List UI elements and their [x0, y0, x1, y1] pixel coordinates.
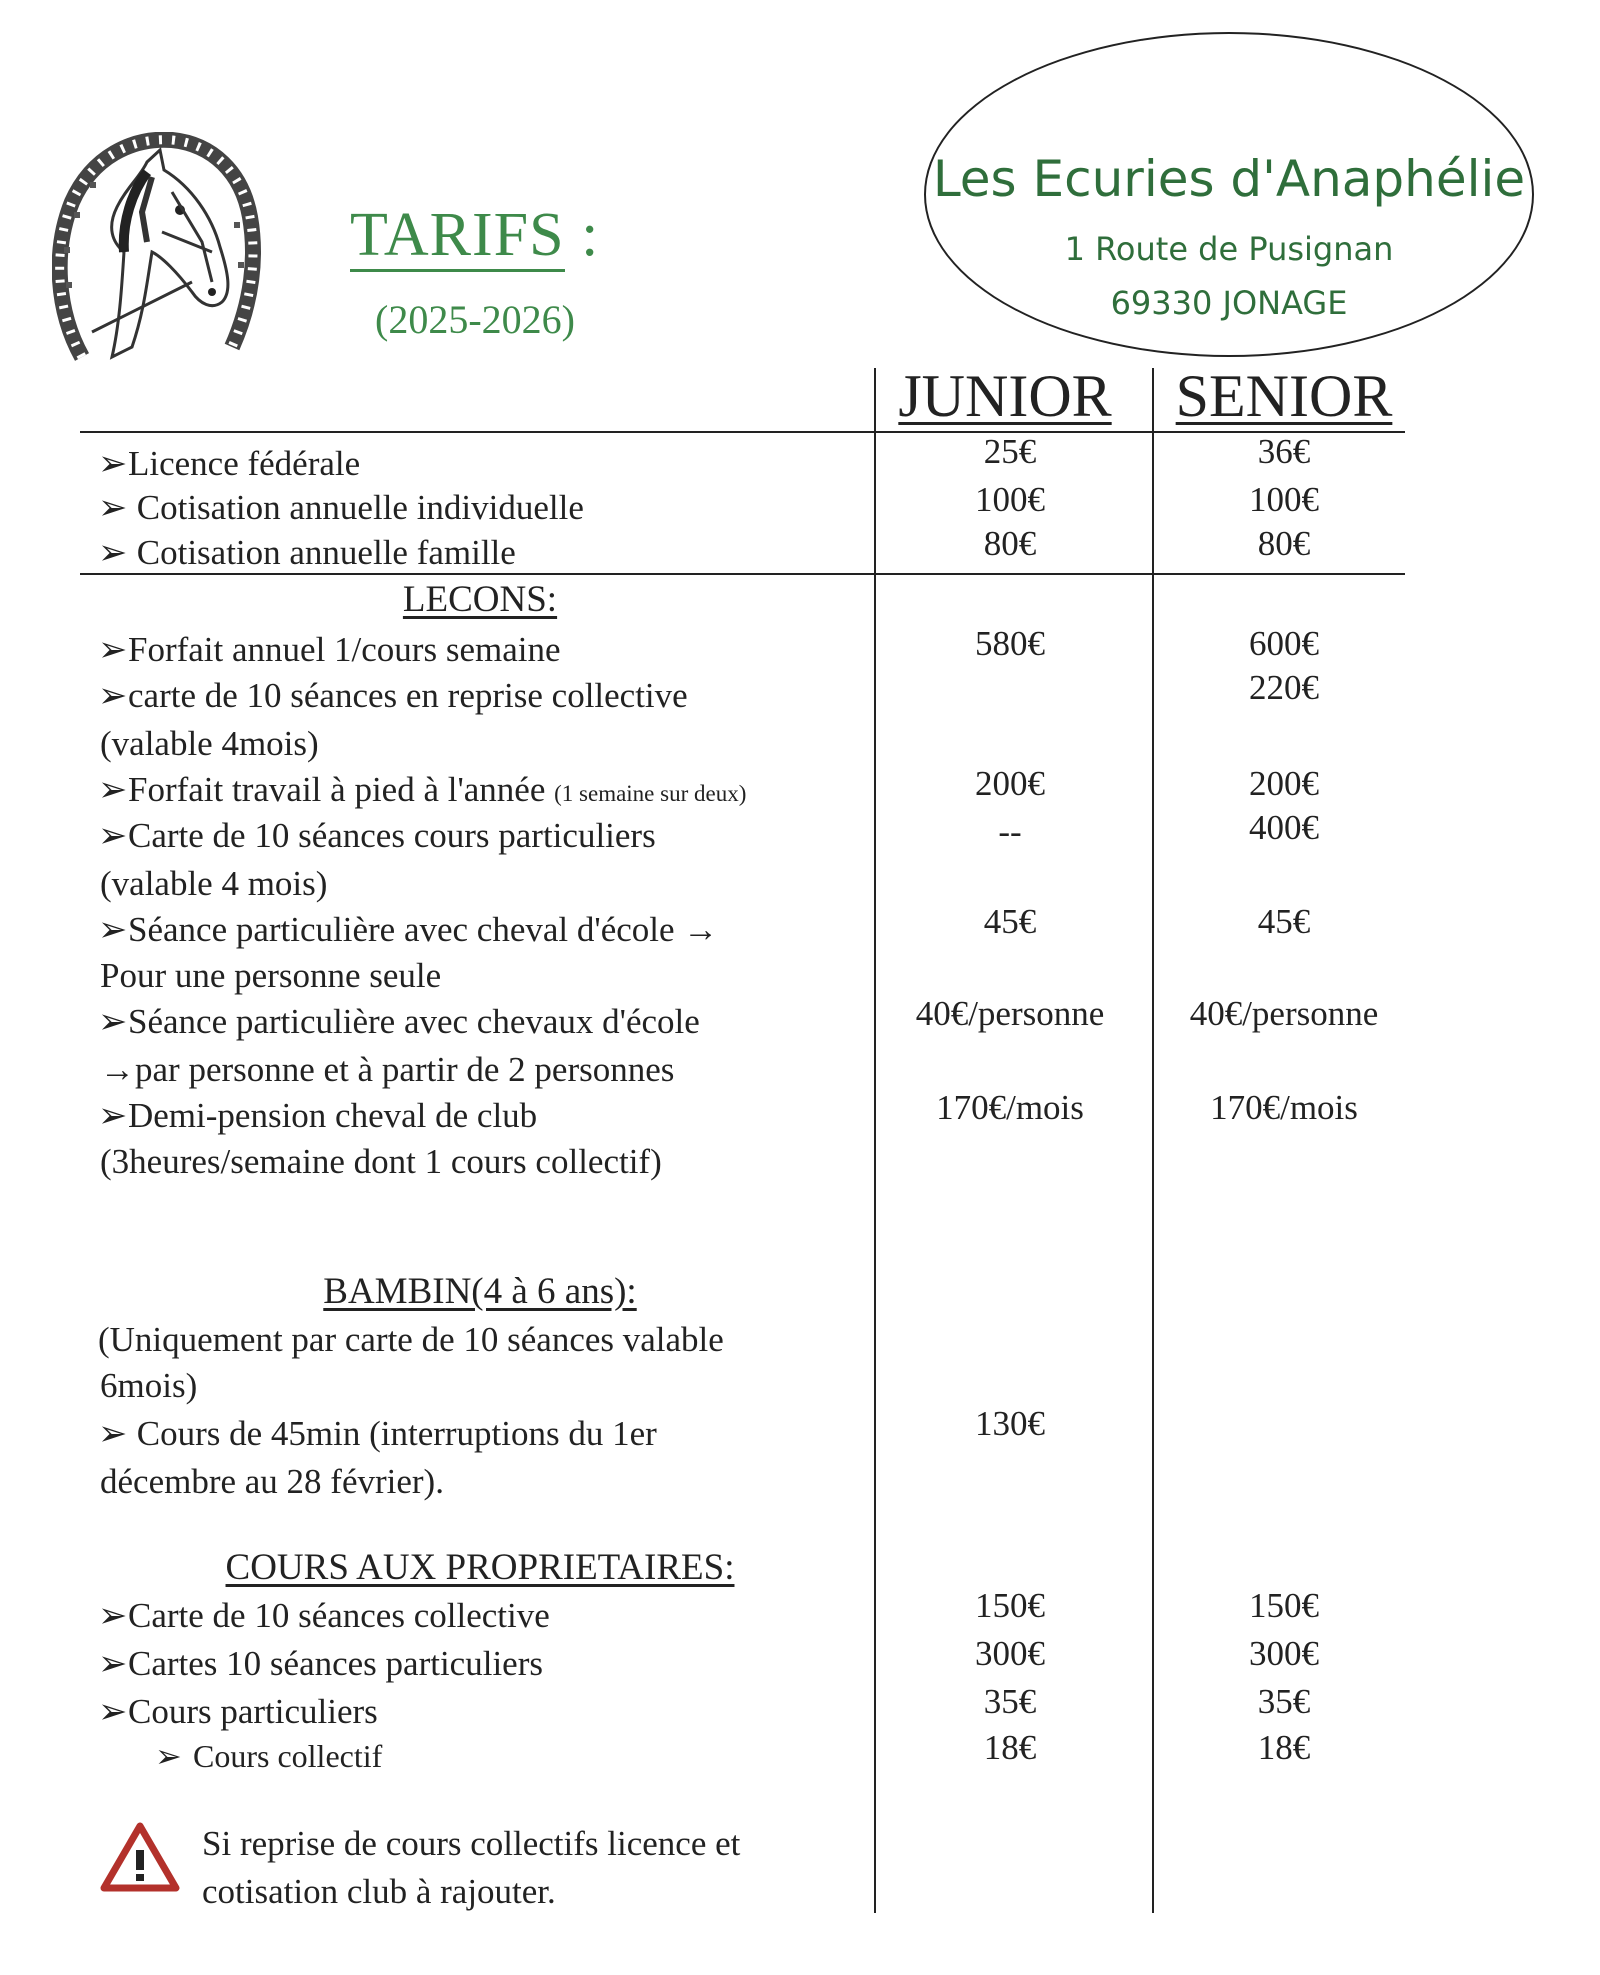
arrow-bullet-icon: ➢ [98, 816, 128, 855]
price-junior: 170€/mois [936, 1088, 1084, 1127]
stable-street: 1 Route de Pusignan [1064, 230, 1394, 268]
price-senior: 45€ [1257, 902, 1311, 941]
price-junior: 200€ [975, 764, 1045, 803]
list-item: ➢Séance particulière avec chevaux d'école [98, 1000, 700, 1044]
price-senior: 150€ [1249, 1586, 1319, 1625]
list-item: ➢ Cotisation annuelle individuelle [98, 486, 584, 530]
list-item: ➢Cours particuliers [98, 1690, 378, 1734]
list-item: ➢Licence fédérale [98, 442, 360, 486]
page-title [350, 200, 630, 271]
list-item-continuation: Pour une personne seule [100, 956, 442, 995]
warning-text-line1: Si reprise de cours collectifs licence et [202, 1824, 741, 1863]
arrow-bullet-icon: ➢ [98, 1596, 128, 1635]
arrow-bullet-icon: ➢ [98, 910, 128, 949]
price-junior: 130€ [975, 1404, 1045, 1443]
price-junior: 150€ [975, 1586, 1045, 1625]
list-item: ➢Forfait annuel 1/cours semaine [98, 628, 561, 672]
arrow-bullet-icon: ➢ [98, 533, 128, 572]
price-junior: 100€ [975, 480, 1045, 519]
list-item-note: (1 semaine sur deux) [554, 781, 747, 806]
list-item-continuation: (valable 4mois) [100, 724, 319, 763]
list-item: ➢Carte de 10 séances cours particuliers [98, 814, 656, 858]
list-item-continuation: →par personne et à partir de 2 personnes [100, 1050, 675, 1089]
list-item: ➢Forfait travail à pied à l'année (1 semaine sur deux) [98, 768, 746, 816]
arrow-bullet-icon: ➢ [155, 1738, 182, 1774]
list-item: ➢Cartes 10 séances particuliers [98, 1642, 543, 1686]
section-title-bambin: BAMBIN(4 à 6 ans): [323, 1271, 637, 1312]
horse-horseshoe-logo [52, 132, 262, 362]
price-senior: 100€ [1249, 480, 1319, 519]
price-senior: 400€ [1249, 808, 1319, 847]
arrow-bullet-icon: ➢ [98, 770, 128, 809]
arrow-bullet-icon: ➢ [98, 1692, 128, 1731]
title-text: TARIFS [350, 201, 565, 272]
price-senior: 300€ [1249, 1634, 1319, 1673]
price-senior: 600€ [1249, 624, 1319, 663]
list-item: ➢carte de 10 séances en reprise collective [98, 674, 688, 718]
list-item: ➢Demi-pension cheval de club [98, 1094, 537, 1138]
price-senior: 170€/mois [1210, 1088, 1358, 1127]
list-item: ➢ Cours de 45min (interruptions du 1er [98, 1412, 657, 1456]
price-junior: 35€ [983, 1682, 1037, 1721]
stable-city: 69330 JONAGE [1110, 284, 1348, 322]
price-senior: 220€ [1249, 668, 1319, 707]
list-item: ➢Carte de 10 séances collective [98, 1594, 550, 1638]
price-junior: 40€/personne [915, 994, 1105, 1033]
season-label: (2025-2026) [375, 297, 575, 342]
price-junior: -- [998, 812, 1022, 851]
price-junior: 300€ [975, 1634, 1045, 1673]
list-item: ➢ Cours collectif [155, 1734, 382, 1778]
warning-triangle-icon [100, 1822, 180, 1892]
price-junior: 80€ [983, 524, 1037, 563]
section-title-owners: COURS AUX PROPRIETAIRES: [225, 1547, 735, 1588]
price-senior: 200€ [1249, 764, 1319, 803]
arrow-bullet-icon: ➢ [98, 676, 128, 715]
stable-name: Les Ecuries d'Anaphélie [932, 150, 1526, 208]
price-junior: 25€ [983, 432, 1037, 471]
price-senior: 36€ [1257, 432, 1311, 471]
title-suffix: : [564, 201, 600, 269]
section-title-lessons: LECONS: [402, 579, 558, 620]
arrow-bullet-icon: ➢ [98, 1414, 128, 1453]
list-item-continuation: décembre au 28 février). [100, 1462, 444, 1501]
price-senior: 40€/personne [1189, 994, 1379, 1033]
warning-text-line2: cotisation club à rajouter. [202, 1872, 556, 1911]
price-junior: 580€ [975, 624, 1045, 663]
arrow-bullet-icon: ➢ [98, 630, 128, 669]
address-block [924, 32, 1534, 357]
price-senior: 18€ [1257, 1728, 1311, 1767]
bambin-note: (Uniquement par carte de 10 séances valable [98, 1320, 724, 1359]
price-junior: 18€ [983, 1728, 1037, 1767]
bambin-note-continuation: 6mois) [100, 1366, 198, 1405]
arrow-bullet-icon: ➢ [98, 488, 128, 527]
arrow-bullet-icon: ➢ [98, 1002, 128, 1041]
list-item-continuation: (valable 4 mois) [100, 864, 328, 903]
price-junior: 45€ [983, 902, 1037, 941]
arrow-bullet-icon: ➢ [98, 1096, 128, 1135]
price-senior: 35€ [1257, 1682, 1311, 1721]
arrow-bullet-icon: ➢ [98, 1644, 128, 1683]
list-item: ➢Séance particulière avec cheval d'école → [98, 908, 718, 952]
list-item: ➢ Cotisation annuelle famille [98, 531, 516, 575]
column-header-senior: SENIOR [1175, 363, 1393, 429]
arrow-bullet-icon: ➢ [98, 444, 128, 483]
list-item-continuation: (3heures/semaine dont 1 cours collectif) [100, 1142, 662, 1181]
price-senior: 80€ [1257, 524, 1311, 563]
column-header-junior: JUNIOR [898, 363, 1112, 429]
